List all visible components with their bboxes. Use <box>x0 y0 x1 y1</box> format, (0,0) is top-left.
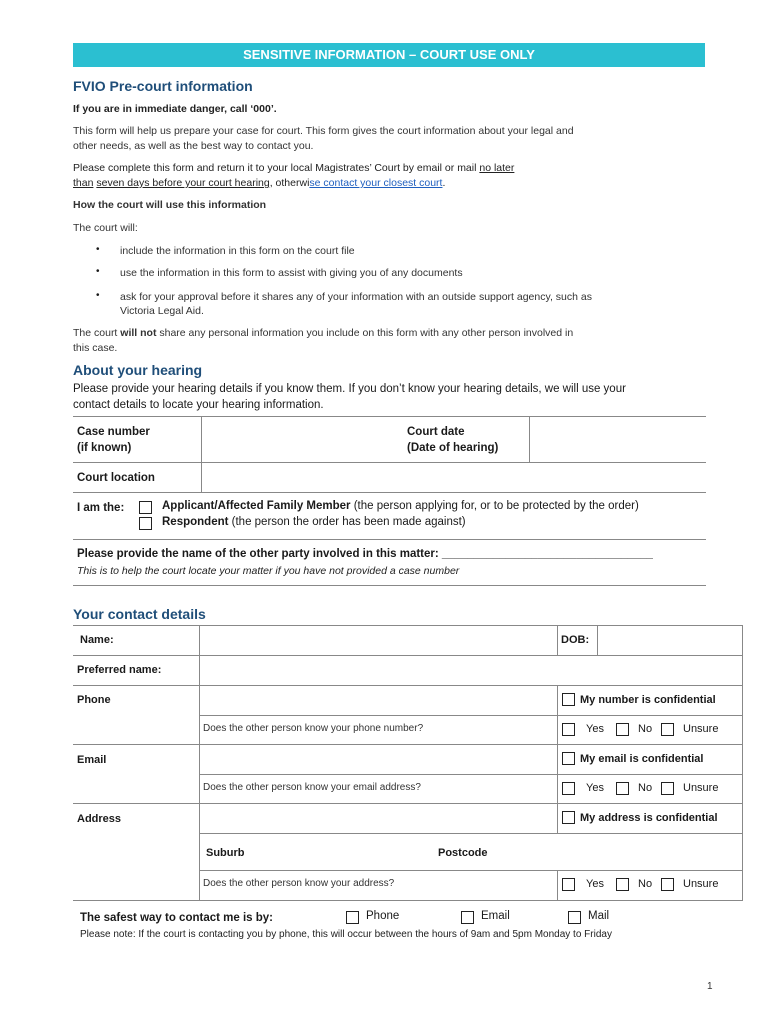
complete-otherwise: , otherwi <box>269 177 310 189</box>
i-am-the-label: I am the: <box>77 502 125 514</box>
other-party-divider <box>73 539 706 540</box>
complete-text-a: Please complete this form and return it to your local Magistrates’ Court by email or mail <box>73 162 480 174</box>
address-unsure-label: Unsure <box>683 878 719 890</box>
email-yes-checkbox[interactable] <box>562 782 575 795</box>
confidential-col-line <box>557 685 558 833</box>
dob-col-right <box>597 625 598 655</box>
contact-row-line-9 <box>73 900 743 901</box>
email-no-label: No <box>638 782 653 794</box>
address-unsure-checkbox[interactable] <box>661 878 674 891</box>
complete-instruction <box>73 161 514 176</box>
bullet-2: use the information in this form to assist with giving you of any documents <box>120 267 463 279</box>
bullet-1-icon: • <box>96 244 100 255</box>
applicant-bold: Applicant/Affected Family Member <box>162 500 351 512</box>
contact-phone-checkbox[interactable] <box>346 911 359 924</box>
will-not: will not <box>120 327 157 339</box>
phone-unsure-label: Unsure <box>683 723 719 735</box>
not-share-c: share any personal information you include on this form with any other person involved in <box>156 327 574 339</box>
email-label: Email <box>77 754 107 766</box>
contact-col-line-right <box>742 625 743 900</box>
page-number: 1 <box>707 981 713 992</box>
sensitive-banner: SENSITIVE INFORMATION – COURT USE ONLY <box>73 43 705 67</box>
phone-unsure-checkbox[interactable] <box>661 723 674 736</box>
if-known-label: (if known) <box>77 442 132 454</box>
other-party-note: This is to help the court locate your matter if you have not provided a case number <box>77 565 460 577</box>
hearing-col-divider-2 <box>529 416 530 462</box>
bullet-1: include the information in this form on the court file <box>120 245 355 257</box>
court-will: The court will: <box>73 222 138 234</box>
contact-email-label: Email <box>481 910 510 922</box>
bullet-3-icon: • <box>96 290 100 301</box>
respondent-option <box>162 516 466 528</box>
phone-confidential-checkbox[interactable] <box>562 693 575 706</box>
contact-title: Your contact details <box>73 606 206 622</box>
hearing-desc-1: Please provide your hearing details if you know them. If you don’t know your hearing details, we will use your <box>73 383 626 395</box>
phone-label: Phone <box>77 694 111 706</box>
other-party-bottom <box>73 585 706 586</box>
court-date-input[interactable] <box>531 418 705 460</box>
address-no-checkbox[interactable] <box>616 878 629 891</box>
email-confidential-checkbox[interactable] <box>562 752 575 765</box>
address-no-label: No <box>638 878 653 890</box>
not-share-2: this case. <box>73 342 118 354</box>
phone-yes-checkbox[interactable] <box>562 723 575 736</box>
intro-line-2: other needs, as well as the best way to contact you. <box>73 140 314 152</box>
case-number-label: Case number <box>77 426 150 438</box>
intro-line-1: This form will help us prepare your case for court. This form gives the court information about your legal and <box>73 125 574 137</box>
contact-col-line-1 <box>199 625 200 900</box>
not-share-1 <box>73 326 573 341</box>
respondent-checkbox[interactable] <box>139 517 152 530</box>
phone-confidential-label: My number is confidential <box>580 694 716 706</box>
respondent-rest: (the person the order has been made against) <box>228 516 466 528</box>
contact-email-checkbox[interactable] <box>461 911 474 924</box>
bullet-2-icon: • <box>96 266 100 277</box>
suburb-label: Suburb <box>206 847 245 859</box>
date-of-hearing-label: (Date of hearing) <box>407 442 499 454</box>
form-title: FVIO Pre-court information <box>73 78 253 94</box>
dob-col-left <box>557 625 558 655</box>
use-heading: How the court will use this information <box>73 199 267 211</box>
hearing-title: About your hearing <box>73 362 203 378</box>
case-number-input[interactable] <box>203 418 398 460</box>
applicant-rest: (the person applying for, or to be protected by the order) <box>350 500 639 512</box>
hearing-col-divider-1 <box>201 416 202 492</box>
phone-no-checkbox[interactable] <box>616 723 629 736</box>
address-input[interactable] <box>201 805 555 832</box>
applicant-option <box>162 500 639 512</box>
contact-row-line-8 <box>199 870 743 871</box>
contact-row-line-7 <box>199 833 743 834</box>
email-no-checkbox[interactable] <box>616 782 629 795</box>
email-unsure-checkbox[interactable] <box>661 782 674 795</box>
phone-question: Does the other person know your phone number? <box>203 723 424 734</box>
name-input[interactable] <box>201 627 555 654</box>
address-confidential-checkbox[interactable] <box>562 811 575 824</box>
postcode-label: Postcode <box>438 847 488 859</box>
contact-row-line-2 <box>73 685 743 686</box>
closest-court-link[interactable]: se contact your closest court <box>309 177 443 189</box>
respondent-bold: Respondent <box>162 516 229 528</box>
contact-row-line-6 <box>73 803 743 804</box>
dob-input[interactable] <box>599 627 741 654</box>
name-label: Name: <box>80 634 114 646</box>
contact-row-line-4 <box>73 744 743 745</box>
contact-mail-checkbox[interactable] <box>568 911 581 924</box>
contact-mail-label: Mail <box>588 910 610 922</box>
email-confidential-label: My email is confidential <box>580 753 704 765</box>
contact-row-line-0 <box>73 625 743 626</box>
complete-period: . <box>442 177 446 189</box>
phone-input[interactable] <box>201 687 555 714</box>
danger-notice: If you are in immediate danger, call ‘000’. <box>73 103 277 115</box>
preferred-name-input[interactable] <box>201 657 741 684</box>
phone-yes-label: Yes <box>586 723 604 735</box>
address-yes-checkbox[interactable] <box>562 878 575 891</box>
contact-note: Please note: If the court is contacting you by phone, this will occur between the hours of 9am and 5pm Monday to Friday <box>80 929 612 940</box>
bullet-3-cont: Victoria Legal Aid. <box>120 305 204 317</box>
contact-row-line-1 <box>73 655 743 656</box>
address-confidential-label: My address is confidential <box>580 812 718 824</box>
phone-no-label: No <box>638 723 653 735</box>
complete-seven-days: seven days before your court hearing <box>96 177 270 189</box>
hearing-row-divider-2 <box>73 492 706 493</box>
hearing-desc-2: contact details to locate your hearing information. <box>73 399 324 411</box>
address-question: Does the other person know your address? <box>203 878 395 889</box>
contact-row-line-3 <box>199 715 743 716</box>
court-date-label: Court date <box>407 426 465 438</box>
email-yes-label: Yes <box>586 782 604 794</box>
complete-instruction-2 <box>73 176 445 191</box>
other-party-label[interactable]: Please provide the name of the other party involved in this matter: _________________________________ <box>77 548 653 560</box>
contact-phone-label: Phone <box>366 910 400 922</box>
hearing-table-top <box>73 416 706 417</box>
dob-label: DOB: <box>561 634 590 646</box>
not-share-a: The court <box>73 327 121 339</box>
complete-than: than <box>73 177 94 189</box>
applicant-checkbox[interactable] <box>139 501 152 514</box>
bullet-3: ask for your approval before it shares any of your information with an outside support agency, such as <box>120 291 592 303</box>
complete-no-later: no later <box>479 162 515 174</box>
address-yes-label: Yes <box>586 878 604 890</box>
preferred-name-label: Preferred name: <box>77 664 162 676</box>
contact-row-line-5 <box>199 774 743 775</box>
email-input[interactable] <box>201 746 555 773</box>
safest-contact-label: The safest way to contact me is by: <box>80 912 274 924</box>
court-location-input[interactable] <box>203 464 705 491</box>
court-location-label: Court location <box>77 472 155 484</box>
email-question: Does the other person know your email address? <box>203 782 421 793</box>
hearing-row-divider-1 <box>73 462 706 463</box>
email-unsure-label: Unsure <box>683 782 719 794</box>
address-q-col-line <box>557 870 558 900</box>
address-label: Address <box>77 813 122 825</box>
